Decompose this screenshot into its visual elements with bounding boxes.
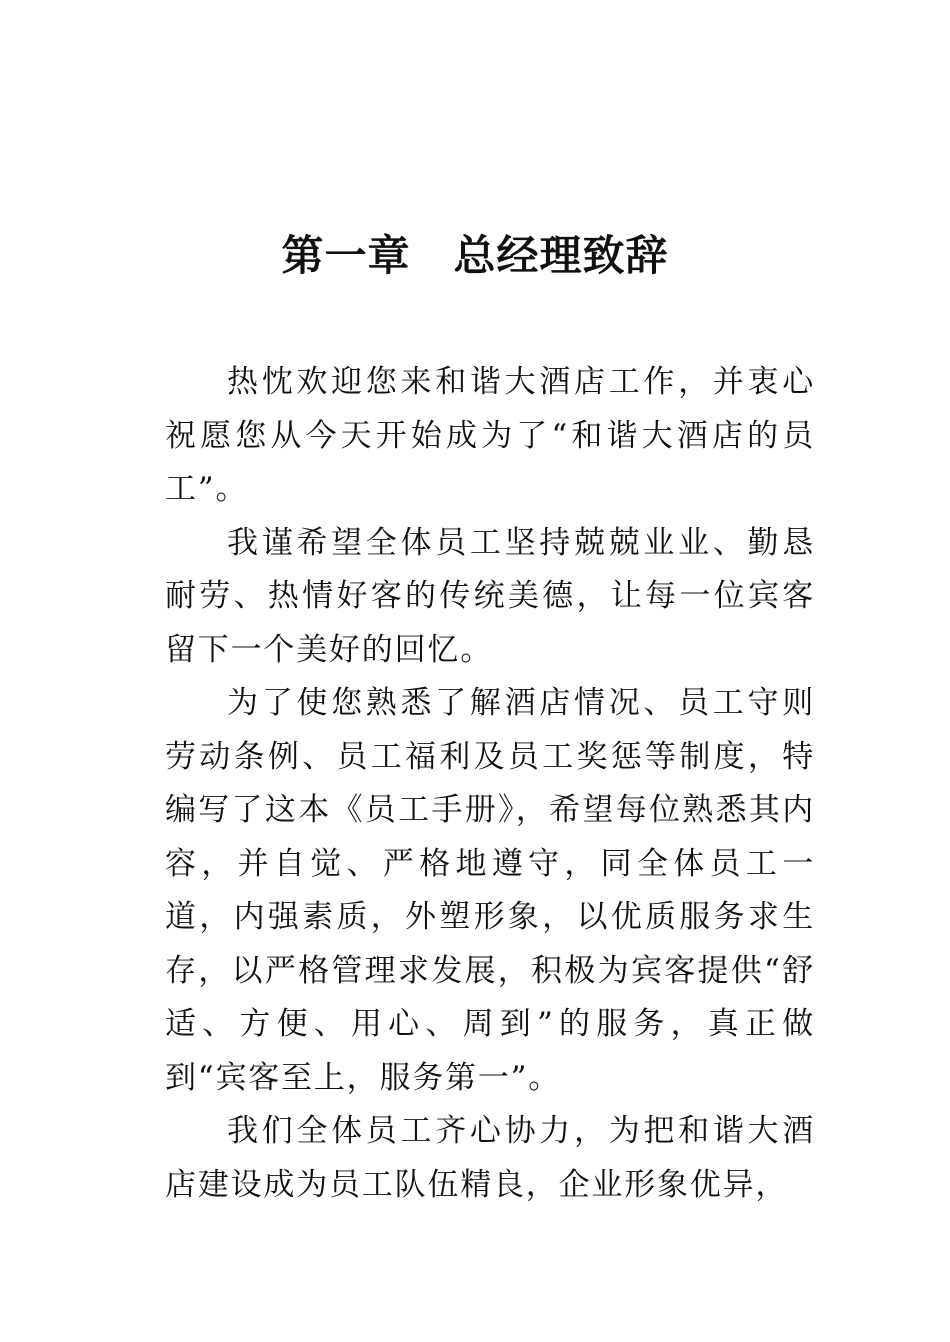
- paragraph-welcome: 热忱欢迎您来和谐大酒店工作，并衷心祝愿您从今天开始成为了“和谐大酒店的员工”。: [165, 364, 815, 507]
- chapter-title: 第一章 总经理致辞: [281, 231, 669, 280]
- paragraph-collective-goal: 我们全体员工齐心协力，为把和谐大酒店建设成为员工队伍精良，企业形象优异，: [165, 1113, 815, 1203]
- document-body: [165, 356, 815, 1212]
- paragraph-values: 我谨希望全体员工坚持兢兢业业、勤恳耐劳、热情好客的传统美德，让每一位宾客留下一个美好的回忆。: [165, 524, 815, 668]
- paragraph-handbook-purpose: 为了使您熟悉了解酒店情况、员工守则劳动条例、员工福利及员工奖惩等制度，特编写了这本《员工手册》，希望每位熟悉其内容，并自觉、严格地遵守，同全体员工一道，内强素质，外塑形象，以优质服务求生存，以严格管理求发展，积极为宾客提供“舒适、方便、用心、周到”的服务，真正做到“宾客至上，服务第一”。: [165, 685, 815, 1096]
